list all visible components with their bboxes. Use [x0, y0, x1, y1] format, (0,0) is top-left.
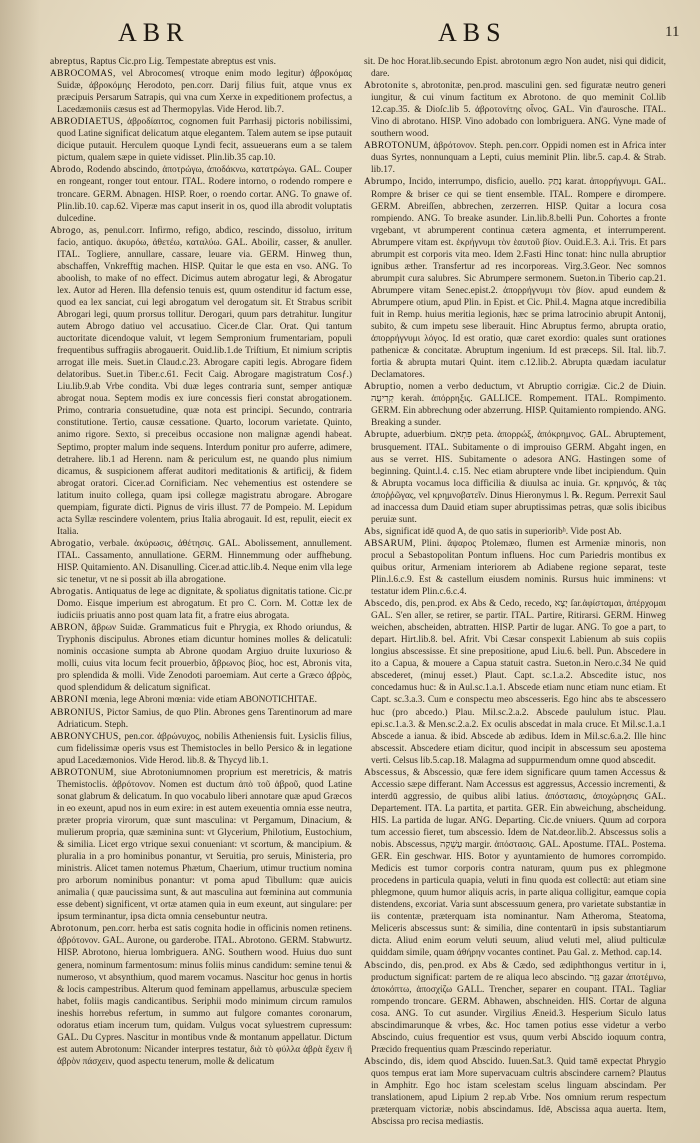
entry-definition: ἄβρων Suidæ. Grammaticus fuit e Phrygia, ex Rhodo oriundus, & Tryphonis discipulus. Abrones etiam dicuntur homines molles & delicatuli: nominis occasione sumpta ab Abrone quodam Argiuo druite luxurioso & molli, cuius vita locum fecit prouerbio, ἄβρωνος βίος, hoc est, Abronis vita, pro splendida & molli. Vide Zenodoti paroemiam. Aut certe a Græco ἀβρὸς, quod splendidum & delicatum significat.: [57, 623, 352, 694]
entry-definition: Plini. ἄψαρος Ptolemæo, flumen est Armeniæ minoris, non procul a Sebastopolitan Pontum influens. Hoc cum Pariedris montibus ex quibus oritur, Armeniam interiorem ab Adiabene regione separat, teste Plin.l.6.c.9. Est & castellum eiusdem nominis. Rursus huic imminens: vt testatur idem Plin.c.6.c.4.: [371, 538, 666, 598]
dictionary-entry: [50, 622, 352, 694]
entry-headword: Abrogatis.: [50, 587, 94, 598]
running-header: [0, 18, 700, 58]
entry-definition: & Abscessio, quæ fere idem significare quum tamen Accessus & Accessio sæpe differant. Nam Accessus est aggressus, Accessio incrementi, & interdū aggressio, de quibus alibi latius. ἀπόστασις, ἀποχώρησις GAL. Departement. ITA. La partita, et partita. GER. Ein abweichung, abscheidung. HIS. La partida de lugar. ANG. Departing. Cic.de vniuers. Quum ad corpora tum accessio fieret, tum abscessio. Idem de Nat.deor.lib.2. Abscessus solis a nobis. Abscessus, עַשְׁקָה margir. ἀπόστασις. GAL. Apostume. ITAL. Postema. GER. Ein geschwar. HIS. Botor y ayuntamiento de humores corrompido. Medicis est tumor corporis contra naturam, quum pus ex phlegmone procedens in particula quapia, veluti in finu quoda est collectū: aut etiam sine phlegmone, quum humor aliquis acris, in parte aliqua colligitur, eamque copia distendens, excoriat. Varia sunt abscessuum genera, pro varietate substantiæ in iis contentæ, præterquam ista nominantur. Nam Atheroma, Steatoma, Meliceris abscessus sunt: & similia, dine contentarū in ipsis substantiarum dicta. Aliud enim eorum veluti seuum, aliud veluti mel, aliud pulticulæ quiddam simile, quam ἀθήρην vocantes continet. Pau Gal. z. Method. cap.14.: [371, 767, 666, 959]
entry-definition: dis, idem quod Abscido. Iuuen.Sat.3. Quid tamē expectat Phrygio quos tempus erat iam More supervacuam cultris abscindere carnem? Plautus in Amphitr. Ego hoc istam scelestam scelus linguam abscindam. Per translationem, apud Lipium 2 rep.ab Vrbe. Nos omnium rerum respectum præterquam victoriæ, nobis abscindamus. Idē, Abscissa aqua auerta. Item, Abscissa pro recisa mediastis.: [371, 1056, 666, 1128]
entry-headword: Abscedo,: [364, 599, 403, 610]
entry-definition: dis, pen.prod. ex Abs & Cædo, sed ædiphthongus vertitur in i, productum significat: partem de re aliqua leco abscindo. גָּזַר gazar ἀποτέμνω, ἀποκόπτω, ἀποσχίζω GALL. Trencher, separer en coupant. ITAL. Tagliar rompendo troncare. GERM. Abhawen, abschneiden. HIS. Cortar de alguna cosa. ANG. To cut asunder. Virgilius Æneid.3. Hesperium Siculo latus abscindimarunque & vrbes, &c. Hoc tamen potius esse videtur a verbo Abscindo, cuius frequentior est vsus, quum verbi Abscido ioquum contra, Præcido frequentius quam Præscindo reperiatur.: [371, 960, 666, 1055]
entry-headword: Abscindo,: [364, 960, 406, 971]
entry-definition: verbale. ἀκύρωσις, ἀθέτησις. GAL. Abolissement, annullement. ITAL. Cassamento, annullatione. GERM. Hinnemmung oder auffhebung. HISP. Quitamiento. AN. Disanulling. Cicer.ad attic.lib.4. Neque enim vlla lege sic tenetur, vt ne si possit ab illa abrogatione.: [57, 538, 352, 586]
entry-headword: Abs,: [364, 526, 384, 537]
entry-definition: Incido, interrumpo, disficio, auello. נָתַק karat. ἀπορρήγνυμι. GAL. Rompre & briser ce qui se tient ensemble. ITAL. Rompere e dirompere. GERM. Abreiſſen, abbrechen, zerzerren. HISP. Quitar a locura cosa rompiendo. ANG. To breake asunder. Lin.lib.8.belli Pun. Cohortes a fronte vrgebant, vt abrumperent continua cætera agmenta, et interrumperent. Abrumpere vitam est. ἐκρήγνυμι τὸν ἑαυτοῦ βίον. Ouid.E.3. A.i. Tris. Et pars abrumpit est corporis vita meo. Idem 2.Fasti Hinc tonat: hinc nulla abruptior ignibus æther. Transfertur ad res incorporeas. Virg.3.Geor. Nec somnos abrumpit cura salubres. Sic Abrumpere sermonem. Sueton.in Tiberio cap.21. Abrumpere vitam Senec.epist.2. ἀπορρήγνυμι τὸν βίον. apud eundem & Abrumpere otium, apud Plin. in Epist. et Cic. Phil.4. Magna atque incredibilia fuit in Remp. huius meritia legionis, hæc se prima latrocinio abrupit Antonij, subito, & cum impetu sese liberauit. Hinc Abruptus fermo, abrupta oratio, ἀπορρήγνυμι λόγος. Id est oratio, quæ caret exordio: quales sunt orationes pathenicæ & concitatæ. Abruptum ingenium. Id est præceps. Sil. Ital. lib.7. fortia & abrupta mutari Quint. item c.12.lib.2. Abrupta quædam iaculatur Declamatores.: [371, 177, 666, 381]
entry-definition: nomen a verbo deductum, vt Abruptio corrigiæ. Cic.2 de Diuin. קְרִיעָה kerah. ἀπόρρηξις. GALLICE. Rompement. ITAL. Rompimento. GERM. Ein abbrechung oder abzerrung. HISP. Quitamiento rompiendo. ANG. Breaking a sunder.: [371, 382, 666, 429]
entry-headword: Abrodo,: [50, 165, 84, 176]
entry-headword: ABSARUM,: [364, 538, 416, 549]
entry-definition: significat idē quod A, de quo satis in superioribʰ. Vide post Ab.: [385, 526, 622, 537]
entry-definition: aduerbium. פִּתְאֹם peta. ἀπορρώξ, ἀπόκρημνος. GAL. Abruptement, brusquement. ITAL. Subitamente o di improuiso GERM. Abgaht ingen, en aus se verret. HIS. Subitamente o adesora ANG. Hastingen some of beginning. Quint.l.4. c.15. Nec etiam abruptere vnde libet incipiendum. Quin & Abrupta vocamus loca difficilia & diuulsa ac inuia. Gr. κρημνός, & τὰς ἀποῤῥῶγας, vel κρημνοβατεῖν. Dinus Hieronymus l. ℞. Regum. Perrexit Saul ad inaccessa dum Dauid etiam super abruptissimas petras, quæ solis ibicibus peruiæ sunt.: [371, 430, 666, 525]
dictionary-entry: [50, 694, 352, 706]
page-edge-shadow: [0, 0, 40, 1143]
entry-definition: Pictor Samius, de quo Plin. Abrones gens Tarentinorum ad mare Adriaticum. Steph.: [57, 707, 352, 730]
entry-headword: Abrupte,: [364, 430, 401, 441]
entry-headword: Abruptio,: [364, 382, 404, 393]
entry-headword: abreptus,: [50, 57, 88, 67]
dictionary-entry: [50, 56, 352, 68]
entry-headword: ABRON,: [50, 623, 88, 634]
entry-definition: Raptus Cic.pro Lig. Tempestate abreptus est vnis.: [90, 57, 276, 67]
header-left-guideword: ABR: [118, 18, 190, 47]
dictionary-entry: [50, 116, 352, 164]
dictionary-entry: [364, 538, 666, 598]
left-column: [50, 56, 352, 1136]
entry-definition: ἀβροδίαιτος, cognomen fuit Parrhasij pictoris nobilissimi, quod Latine significat delicatum atque elegantem. Talem autem se ipse putauit dicique putauit. Herculem quoque Lyndi fecit, assueuerans eum a se talem pictum, qualem sæpe in quiete vidisset. Plin.lib.35 cap.10.: [57, 117, 352, 164]
entry-definition: Antiquatus de lege ac dignitate, & spoliatus dignitatis tatione. Cic.pr Domo. Eisque imperium est abrogatum. Et pro C. Corn. M. Cottæ lex de iudiciis priuatis anno post quam lata fit, a fratre eius abrogata.: [57, 587, 352, 622]
entry-definition: pen.cor. ἀβρώνυχος, nobilis Atheniensis fuit. Lysiclis filius, cum fidelissimæ operis vsus est Themistocles in bello Persico & in legatione apud Lacedæmonios. Vide Herod. lib.8. & Thycyd lib.1.: [57, 731, 352, 766]
dictionary-entry: [364, 140, 666, 176]
dictionary-entry: [364, 526, 666, 538]
dictionary-entry: [364, 429, 666, 525]
dictionary-entry: [50, 225, 352, 538]
dictionary-entry: [364, 381, 666, 429]
dictionary-entry: [50, 707, 352, 731]
entry-headword: ABRONYCHUS,: [50, 731, 122, 742]
dictionary-entry: [364, 80, 666, 140]
dictionary-entry: [364, 960, 666, 1056]
entry-definition: siue Abrotoniumnomen proprium est meretricis, & matris Themistoclis. ἁβρότονον. Nomen est ductum ἀπὸ τοῦ ἁβροῦ, quod Latine sonat glabrum & delicatum. In quo vocabulo liberi annotare quæ apud Græcos in eo exeunt, apud nos in eum exire: in est autem exeuentia omnia esse neutra, præter propria virorum, quæ sunt masculina: vt Pergamum, Dinacium, & mulierum propria, quæ sæminina sunt: vt Glycerium, Philotium, Eustochium, & similia. Licet ergo vtrique sexui conueniant: vt scortum, & mancipium. & pluralia in a pro hominibus ponantur, vt Seruitia, pro seruis, Ministeria, pro ministris. Alicet tamen notemus Phætum, Chaerium, utimur tructium nomina pro arborum nominibus ponantur: vt poma apud Tibullum: quæ auicis animalia ( quæ paucissima sunt, & aut masculina aut fœminina aut communia esse debent) significent, vt ortæ atamen quia in eum exeunt, aut singulare: per ipsum terminantur, ipsa dicta omnia censebuntur neutra.: [57, 767, 352, 923]
entry-headword: Abscessus,: [364, 767, 410, 778]
entry-headword: ABROTONUM,: [50, 767, 117, 778]
entry-headword: ABRONIUS,: [50, 707, 104, 718]
entry-headword: ABROCOMAS,: [50, 69, 116, 80]
dictionary-entry: [364, 56, 666, 80]
entry-headword: Abrotonum,: [50, 924, 100, 935]
dictionary-entry: [50, 586, 352, 622]
entry-definition: sit. De hoc Horat.lib.secundo Epist. abrotonum ægro Non audet, nisi qui didicit, dare.: [364, 57, 666, 80]
entry-definition: as, penul.corr. Infirmo, refigo, abdico, rescindo, dissoluo, irritum facio, antiquo. ἀκυρόω, ἀθετέω, καταλύω. GAL. Aboilir, casser, & anuller. ITAL. Togliere, annullare, cassare, leuare via. GERM. Hinweg thun, abschaffen, Vnkrefftig machen. HISP. Quitar le que esta en vso. ANG. To aboolish, to make of no effect. Dicimus autem abrogatur legi, & Abrogatur lex. Autor ad Heren. Illa defensio tenuis est, quum ostenditur id factum esse, quod ea lex sanciat, cui legi abrogatum vel derogatum sit. Et Strabus scribit Abrogari legi, quum prorsus tollitur. Derogari, quum pars detrahitur. Iungitur autem Abrogo datiuo vel accusatiuo. Cicer.de Clar. Orat. Qui tantum auctoritate dicendoque valuit, vt legem Sempronium frumentariam, populi frequentibus suffragiis abrogauerit. Ouid.lib.1.de Triſtium, Et nimium scriptis arrogat ille meis. Suet.in Claud.c.23. Abrogare capiti legis. Abrogare fidem delatoribus. Suet.in Tiber.c.61. Fecit Caig. Abrogare magistratum Cosƒ.) Liu.lib.9.ab Vrbe condita. Vbi duæ leges contraria sunt, semper antiquæ abrogat noua. Septem modis ex iure concessis fieri constat abrogationem. Primo, contraria consuetudine, quæ nota est principi. Secundo, contraria constitutione. Tertio, causæ cessatione. Quarto, locorum varietate. Quinto, animo rigore. Sexto, si preceibus occasione non malignæ agendi habeat. Septimo, propter malum inde sequens. Interdum ponitur pro auferre, adimere, detrahere. lib.1 ad Herenn. nam & periculum est, ne quando plus nimium dicamus, & suspicionem afferat auditori meditationis & artificij, & fidem abrogat oratori. Cicer.ad Cornificiam. Nec vehementius est ostendere se latitum inuito collega, quam ipsi collegæ magistratu abrogare. Abrogare quempiam, figurate dicti. Pignus de viris illust. 77 de Pompeio. M. Lepidum acta Syllæ rescindere volentem, prius Italia abrogauit. Id est, repulit, eiecit ex Italia.: [57, 225, 352, 537]
dictionary-entry: [50, 767, 352, 924]
entry-definition: ἀβρότονον. Steph. pen.corr. Oppidi nomen est in Africa inter duas Syrtes, nonnunquam a Lepti, cuius meminit Plin. libr.5. cap.4. & Strab. lib.17.: [371, 141, 666, 176]
right-column: [364, 56, 666, 1136]
dictionary-entry: [364, 598, 666, 767]
entry-definition: s, abrotonitæ, pen.prod. masculini gen. sed figuratæ neutro generi iungitur, & cui vinum factitum ex Abrotono. de quo meminit Col.lib 12.cap.35. & Dioſc.lib 5. ἀβροτονίτης οἶνος. GAL. Vin d'aurosche. ITAL. Vino di abrotano. HISP. Vino adobado con lombriguera. ANG. Vyne made of southern wood.: [371, 81, 666, 140]
entry-definition: vel Abrocomes( vtroque enim modo legitur) ἀβροκόμας Suidæ, ἀβροκόμης Herodoto, pen.corr. Darij filius fuit, atque vnus ex præcipuis Persarum Satrapis, qui vna cum Xerxe in expeditionem profectus, a Lacedæmoniis cæsus est ad Thermopylas. Vide Herod. lib.7.: [57, 69, 352, 116]
entry-headword: Abrogatio,: [50, 538, 95, 549]
entry-headword: Abrogo,: [50, 225, 84, 236]
entry-headword: ABRONI: [50, 695, 89, 706]
entry-definition: pen.corr. herba est satis cognita hodie in officinis nomen retinens. ἀβρότονον. GAL. Aurone, ou garderobe. ITAL. Abrotono. GERM. Stabwurtz. HISP. Abrotono, hierua lombriguera. ANG. Southern wood. Huius duo sunt genera, nominum farmentosum: minus foliis minus candidum: semine tenui & numeroso, vt absynthium, quod marem vocamus. Nascitur hoc genus in hortis & locis campestribus. Alterum quod feminam appellamus, arbusculæ speciem habet, foliis magis candicantibus. Seriphii modo minimum circum ramulos ineshis horrebus refertum, in summo aut fulgore comantes coronarum, odoratus etiam incerum tum, quidam. Vulgus vocat syluestrem cupressum: GAL. Du Cypres. Nascitur in montibus vnde & montanum appellatur. Dictum est autem Abrotonum: Nicander interpres testatur, διὰ τὸ φύλλα ἁβρὰ ἔχειν ἢ ἁβρὸν πάσχειν, quod aspectu tenerum, molle & delicatum: [57, 924, 352, 1067]
entry-headword: ABRODIAETUS,: [50, 117, 124, 128]
column-gutter: [352, 56, 353, 1126]
dictionary-entry: [364, 176, 666, 381]
entry-definition: Rodendo abscindo, ἀποτρώγω, ἀποδάκνω, κατατρώγω. GAL. Couper en rongeant, ronger tout entour. ITAL. Rodere intorno, o rodendo rompere e troncare. GERM. Abnagen. HISP. Roer, o roendo cortar. ANG. To gnawe of. Plin.lib.10. cap.62. Viperæ mas caput inserit in os, quod illa abrodit voluptatis dulcedine.: [57, 165, 352, 224]
dictionary-entry: [50, 164, 352, 224]
dictionary-entry: [50, 731, 352, 767]
dictionary-entry: [50, 68, 352, 116]
header-right-guideword: ABS: [438, 18, 507, 47]
dictionary-entry: [50, 538, 352, 586]
dictionary-entry: [50, 923, 352, 1068]
dictionary-entry: [364, 1056, 666, 1128]
entry-headword: ABROTONUM,: [364, 141, 431, 152]
entry-headword: Abrumpo,: [364, 177, 406, 188]
entry-definition: dis, pen.prod. ex Abs & Cedo, recedo, יָצָא ſar.ἀφίσταμαι, ἀπέρχομαι GAL. S'en aller, se retirer, se partir. ITAL. Partire, Ritirarsi. GERM. Hinweg weichen, abscheiden, abtratten. HISP. Partir de lugar. ANG. To goe a part, to depart. Hirt.lib.8. bel. Afrit. Vbi Cæsar conspexit Labienum ab suis copiis longius abscessisse. Et sine prepositione, apud Liu.6. bell. Pun. Abscedere in ito a Capua, & mouere a Capua statuit castra. Sueton.in Nero.c.34 Ne quid abscederet, (minuj esset.) Plaut. Capt. sc.1.a.2. Abscedite istuc, nos concedamus huc: & in Aul.sc.1.a.1. Abscede etiam nunc etiam nunc etiam. Et Capt. sc.3.a.3. Cum e conspectu meo abscesseris. Ego hinc abs te abscessero huc (pro abcedo.) Plau. Mil.sc.2.a.2. Abscede paululum istuc. Plau. epi.sc.1.a.3. & Men.sc.2.a.2. Ex oculis abscedat in mala cruce. Et Mil.sc.1.a.1 Abscede a ianua. & ibid. Abscede ab ædibus. Idem in Mil.sc.6.a.2. Ille hinc abscessit. Abscedere etiam dicitur, quod incipit in abscessum seu apostema verti. Celsus lib.5.cap.18. Malagma ad suppurmendum omne quod abscedit.: [371, 599, 666, 766]
entry-definition: mœnia, lege Abroni mœnia: vide etiam ABONOTICHITAE.: [90, 695, 317, 706]
entry-headword: Abrotonite: [364, 81, 409, 92]
page-number: 11: [665, 24, 680, 40]
entry-headword: Abscindo,: [364, 1056, 406, 1067]
dictionary-entry: [364, 767, 666, 960]
